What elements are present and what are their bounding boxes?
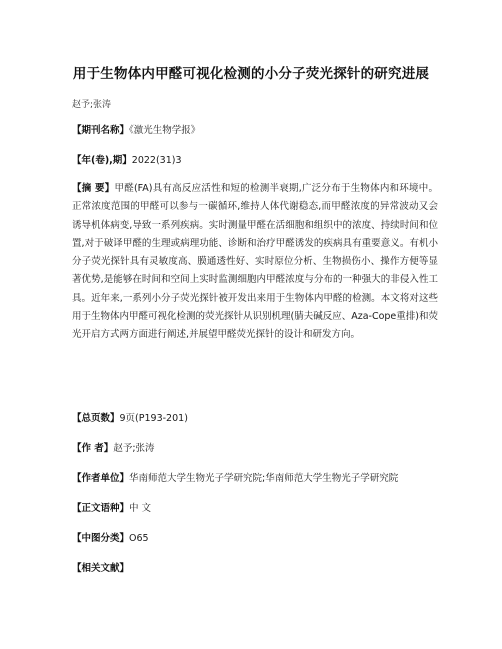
language-value: 中 文 (129, 503, 152, 514)
affiliation-value: 华南师范大学生物光子学研究院;华南师范大学生物光子学研究院 (129, 473, 399, 484)
article-title: 用于生物体内甲醛可视化检测的小分子荧光探针的研究进展 (72, 66, 430, 82)
classification-value: O65 (129, 533, 149, 544)
language-label: 【正文语种】 (72, 503, 130, 514)
year-volume-issue-label: 【年(卷),期】 (72, 155, 132, 166)
author-byline: 赵予;张涛 (72, 100, 112, 110)
related-literature-field (72, 560, 438, 578)
affiliation-label: 【作者单位】 (72, 473, 130, 484)
classification-label: 【中图分类】 (72, 533, 130, 544)
journal-label: 【期刊名称】 (72, 125, 130, 136)
authors-value: 赵予;张涛 (113, 443, 155, 454)
authors-field (72, 440, 438, 458)
affiliation-field (72, 470, 438, 488)
year-volume-issue-value: 2022(31)3 (131, 155, 182, 166)
total-pages-label: 【总页数】 (72, 413, 120, 424)
total-pages-field (72, 410, 438, 428)
abstract-text: 甲醛(FA)具有高反应活性和短的检测半衰期,广泛分布于生物体内和环境中。正常浓度范围的甲醛可以参与一碳循环,维持人体代谢稳态,而甲醛浓度的异常波动又会诱导机体病变,导致一系列疾病。实时测量甲醛在活细胞和组织中的浓度、持续时间和位置,对于破译甲醛的生理或病理功能、诊断和治疗甲醛诱发的疾病具有重要意义。有机小分子荧光探针具有灵敏度高、膜通透性好、实时原位分析、生物损伤小、操作方便等显著优势,是能够在时间和空间上实时监测细胞内甲醛浓度与分布的一种强大的非侵入性工具。近年来,一系列小分子荧光探针被开发出来用于生物体内甲醛的检测。本文将对这些用于生物体内甲醛可视化检测的荧光探针从识别机理(腈夫碱反应、Aza-Cope重排)和荧光开启方式两方面进行阐述,并展望甲醛荧光探针的设计和研发方向。 (72, 183, 438, 341)
related-literature-label: 【相关文献】 (72, 563, 130, 574)
total-pages-value: 9页(P193-201) (119, 413, 188, 424)
year-volume-issue-field (72, 152, 438, 170)
journal-value: 《激光生物学报》 (129, 125, 201, 136)
classification-field (72, 530, 438, 548)
language-field (72, 500, 438, 518)
journal-field (72, 122, 438, 140)
authors-label: 【作 者】 (72, 443, 114, 454)
abstract-field (72, 180, 438, 345)
abstract-label: 【摘 要】 (72, 183, 115, 194)
